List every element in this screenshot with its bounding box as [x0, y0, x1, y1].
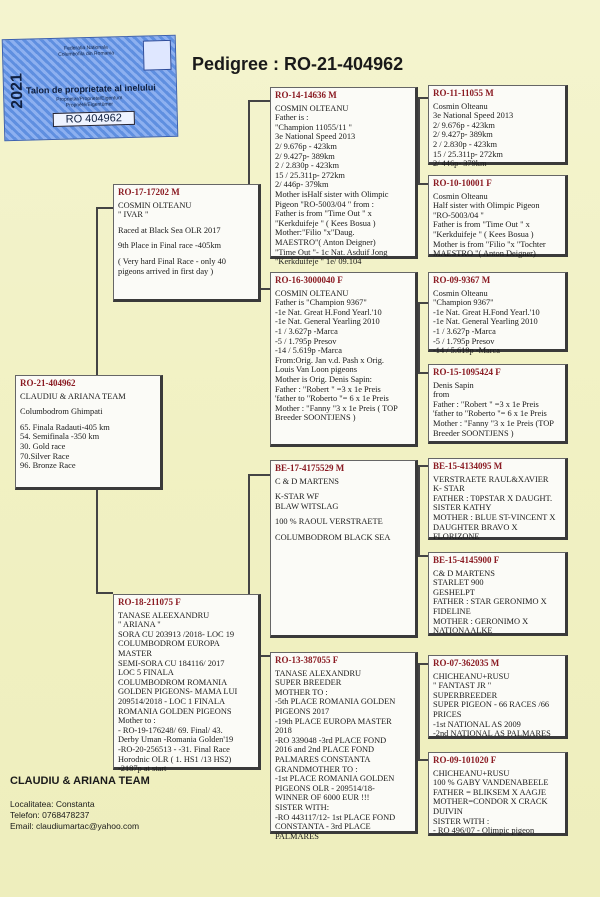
- dam-dam-card: RO-13-387055 F TANASE ALEXANDRU SUPER BREEDER MOTHER TO : -5th PLACE ROMANIA GOLDEN PIGEONS 2017 -19th PLACE EUROPA MASTER 2018 -RO 339048 -3rd PLACE FOND 2016 and 2nd PLACE FOND PALMARES CONSTANTA GRANDMOTHER TO : -1st PLACE ROMANIA GOLDEN PIGEONS OLR - 209514/18- WINNER OF 6000 EUR !!! SISTER WITH: -RO 443117/12- 1st PLACE FOND CONSTANTA - 3rd PLACE PALMARES: [270, 652, 418, 834]
- connector-subject-dam: [96, 592, 113, 594]
- connector-ds-vertical: [418, 465, 420, 557]
- subject-pigeon-card: RO-21-404962 CLAUDIU & ARIANA TEAM Columbodrom Ghimpati 65. Finala Radauti-405 km 54. Semifinala -350 km 30. Gold race 70.Silver Race 96. Bronze Race: [15, 375, 163, 490]
- connector-dam-top: [248, 474, 270, 476]
- sire-sire-card: RO-14-14636 M COSMIN OLTEANU Father is : "Champion 11055/11 " 3e National Speed 2013 2/ 9.676p - 423km 2/ 9.427p- 389km 2 / 2.830p - 423km 15 / 25.311p- 272km 2/ 446p- 379km Mother isHalf sister with Olimpic Pigeon "RO-5003/04 " from : Father is from "Time Out " x "Kerkduifeje " ( Kees Bosua ) Mother:"Filio "x"Daug. MAESTRO"( Anton Deigner) "Time Out "- 1c Nat. Asduif Jong "Kerkduifeje " 1e/ 09.104: [270, 87, 418, 259]
- ring-number: BE-17-4175529 M: [275, 463, 345, 473]
- breeder-email: Email: claudiumartac@yahoo.com: [10, 821, 140, 831]
- connector-sd-top: [418, 302, 428, 304]
- ring-number: RO-11-11055 M: [433, 88, 494, 98]
- ring-number: RO-10-10001 F: [433, 178, 492, 188]
- ring-certificate-stamp: [2, 35, 179, 142]
- dam-sire-dam-card: BE-15-4145900 F C& D MARTENS STARLET 900 GESHELPT FATHER : STAR GERONIMO X FIDELINE MOTHER : GERONIMO X NATIONAALKE: [428, 552, 568, 636]
- connector-ds-top: [418, 465, 428, 467]
- sire-dam-dam-card: RO-15-1095424 F Denis Sapin from Father : "Robert " =3 x 1e Preis 'father to "Roberto "= 6 x 1e Preis Mother : "Fanny "3 x 1e Preis (TOP Breeder SOONTJENS ): [428, 364, 568, 444]
- connector-dd-top: [418, 663, 428, 665]
- ring-number: RO-21-404962: [20, 378, 76, 388]
- ring-number: RO-07-362035 M: [433, 658, 500, 668]
- connector-sd-bottom: [418, 372, 428, 374]
- ring-number: RO-09-101020 F: [433, 755, 497, 765]
- connector-dd-vertical: [418, 663, 420, 761]
- sire-sire-sire-card: RO-11-11055 M Cosmin Olteanu 3e National Speed 2013 2/ 9.676p - 423km 2/ 9.427p- 389km 2 / 2.830p - 423km 15 / 25.311p- 272km 2/ 446p- 379km: [428, 85, 568, 165]
- ring-number: RO-17-17202 M: [118, 187, 180, 197]
- ring-number: RO-15-1095424 F: [433, 367, 501, 377]
- dam-sire-sire-card: BE-15-4134095 M VERSTRAETE RAUL&XAVIER K- STAR FATHER : T0PSTAR X DAUGHT. SISTER KATHY MOTHER : BLUE ST-VINCENT X DAUGHTER BRAVO X FLORIZONE: [428, 458, 568, 540]
- connector-sd-vertical: [418, 302, 420, 374]
- page-title: Pedigree : RO-21-404962: [192, 54, 404, 74]
- sire-sire-dam-card: RO-10-10001 F Cosmin Olteanu Half sister with Olimpic Pigeon "RO-5003/04 " Father is from "Time Out " x "Kerkduifeje " ( Kees Bosua ) Mother is from "Filio "x "Tochter MAESTRO "( Anton Deigner): [428, 175, 568, 257]
- breeder-locality: Localitatea: Constanta: [10, 799, 95, 809]
- breeder-contact: [10, 775, 150, 832]
- connector-ds-bottom: [418, 555, 428, 557]
- stamp-ring-number: RO 404962: [53, 111, 135, 127]
- connector-subject-sire: [96, 207, 113, 209]
- ring-number: RO-16-3000040 F: [275, 275, 343, 285]
- connector-sire-top: [248, 100, 270, 102]
- ring-number: BE-15-4145900 F: [433, 555, 500, 565]
- ring-number: RO-09-9367 M: [433, 275, 491, 285]
- dam-card: RO-18-211075 F TANASE ALEEXANDRU " ARIANA " SORA CU 203913 /2018- LOC 19 COLUMBODROM EUROPA MASTER SEMI-SORA CU 184116/ 2017 LOC 5 FINALA COLUMBODROM ROMANIA GOLDEN PIGEONS- MAMA LUI 209514/2018 - LOC 1 FINALA ROMANIA GOLDEN PIGEONS Mother to : - RO-19-176248/ 69. Final/ 43. Derby Uman -Romania Golden'19 -RO-20-256513 - -31. Final Race Horodnic OLR ( 1. HS1 /13 HS2) -2187p at start: [113, 594, 261, 770]
- breeder-phone: Telefon: 0768478237: [10, 810, 90, 820]
- connector-ss-top: [418, 97, 428, 99]
- ring-number: RO-14-14636 M: [275, 90, 337, 100]
- sire-dam-sire-card: RO-09-9367 M Cosmin Olteanu "Champion 9367" -1e Nat. Great H.Fond Yearl.'10 -1e Nat. General Yearling 2010 -1 / 3.627p -Marca -5 / 1.795p Presov -14 / 5.619p -Marca: [428, 272, 568, 352]
- connector-ss-vertical: [418, 97, 420, 185]
- dam-dam-dam-card: RO-09-101020 F CHICHEANU+RUSU 100 % GABY VANDENABEELE FATHER = BLIKSEM X AAGJE MOTHER=CONDOR X CRACK DUIVIN SISTER WITH : - RO 496/07 - Olimpic pigeon: [428, 752, 568, 836]
- sire-dam-card: RO-16-3000040 F COSMIN OLTEANU Father is "Champion 9367" -1e Nat. Great H.Fond Yearl.'10 -1e Nat. General Yearling 2010 -1 / 3.627p -Marca -5 / 1.795p Presov -14 / 5.619p -Marca From:Orig. Jan v.d. Pash x Orig. Louis Van Loon pigeons Mother is Orig. Denis Sapin: Father : "Robert " =3 x 1e Preis 'father to "Roberto "= 6 x 1e Preis Mother : "Fanny "3 x 1e Preis ( TOP Breeder SOONTJENS ): [270, 272, 418, 447]
- connector-dd-bottom: [418, 759, 428, 761]
- stamp-year: 2021: [8, 72, 27, 109]
- connector-ss-bottom: [418, 183, 428, 185]
- stamp-subtitle: Proprietar/Propriete/Eigentum Propriété/Eigentümer: [56, 95, 123, 109]
- ring-number: BE-15-4134095 M: [433, 461, 503, 471]
- stamp-organization: Federatia Nationala Columbofila din Romania: [58, 44, 115, 58]
- stamp-title: Talon de proprietate al inelului: [25, 82, 156, 96]
- dam-dam-sire-card: RO-07-362035 M CHICHEANU+RUSU " FANTAST JR " SUPERBREEDER SUPER PIGEON - 66 RACES /66 PRICES -1st NATIONAL AS 2009 -2nd NATIONAL AS PALMARES: [428, 655, 568, 739]
- breeder-name: CLAUDIU & ARIANA TEAM: [10, 775, 150, 787]
- ring-number: RO-18-211075 F: [118, 597, 181, 607]
- dam-sire-card: BE-17-4175529 M C & D MARTENS K-STAR WF BLAW WITSLAG 100 % RAOUL VERSTRAETE COLUMBODROM BLACK SEA: [270, 460, 418, 638]
- ring-number: RO-13-387055 F: [275, 655, 339, 665]
- sire-card: RO-17-17202 M COSMIN OLTEANU " IVAR " Raced at Black Sea OLR 2017 9th Place in Final race -405km ( Very hard Final Race - only 40 pigeons arrived in first day ): [113, 184, 261, 302]
- federation-logo-icon: [143, 40, 172, 71]
